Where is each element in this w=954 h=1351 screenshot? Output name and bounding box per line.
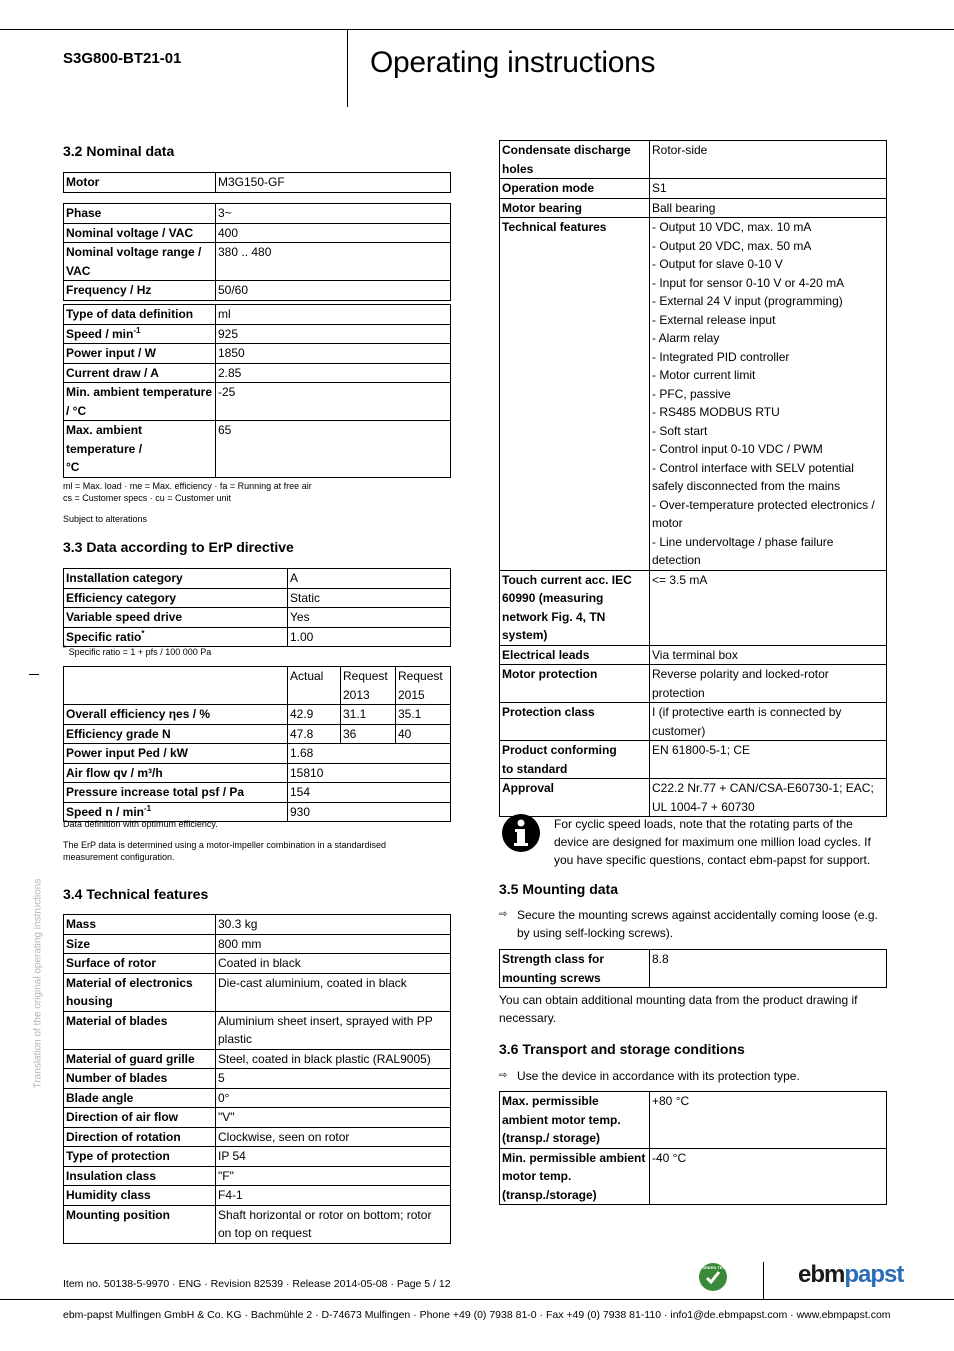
list-item: - Control input 0-10 VDC / PWM [652,442,823,456]
cell-label: Type of data definition [64,305,216,325]
table-row [64,783,451,803]
cell-value: 1850 [216,344,451,364]
cell-value: Rotor-side [650,141,887,179]
ebmpapst-logo [798,1261,903,1289]
cell-label: Insulation class [64,1166,216,1186]
cell-label: Direction of air flow [64,1108,216,1128]
cell-label: Material of electronics housing [64,973,216,1011]
list-item: - Output 20 VDC, max. 50 mA [652,238,812,253]
cell-value: F4-1 [216,1186,451,1206]
list-item: - Output for slave 0-10 V [652,257,783,271]
table-row [64,243,451,281]
table-row [64,1205,451,1243]
table-row [500,218,887,571]
table-row [500,1148,887,1205]
table-row [64,1127,451,1147]
table-row [500,741,887,779]
cell-label: Product conforming to standard [500,741,650,779]
cell-value: 30.3 kg [216,915,451,935]
cell-value: 42.9 [288,705,341,725]
features-list [650,218,887,571]
list-item: - Integrated PID controller [652,349,790,364]
cell-label: Min. ambient temperature / °C [64,383,216,421]
cell-value: 31.1 [341,705,396,725]
cell-label: Min. permissible ambient motor temp. (transp./storage) [500,1148,650,1205]
footnote-mark: * [141,628,145,638]
arrow-icon: ⇨ [499,1070,508,1081]
cell-value: Static [288,588,451,608]
cell-label: Max. ambient temperature / °C [64,421,216,478]
list-item: - RS485 MODBUS RTU [652,405,780,419]
table-row [64,954,451,974]
cell-value: 1.68 [288,744,451,764]
table-row [64,383,451,421]
cell-label: Efficiency grade N [64,724,288,744]
cell-label: Air flow qv / m³/h [64,763,288,783]
cell-label: Touch current acc. IEC 60990 (measuring network Fig. 4, TN system) [500,570,650,645]
cell-value: 800 mm [216,934,451,954]
side-translation-note: Translation of the original operating instructions [32,878,44,1089]
cell-value: 400 [216,223,451,243]
cell-label: Condensate discharge holes [500,141,650,179]
specific-footnote [63,646,211,658]
table-row [64,934,451,954]
erp-efficiency-table [63,666,451,822]
empty-header-cell [64,667,288,705]
operating-table [63,304,451,478]
cell-label [64,627,288,647]
speed-label: Speed / min [66,326,134,341]
arrow-icon: ⇨ [499,909,508,920]
cell-value: Aluminium sheet insert, sprayed with PP plastic [216,1011,451,1049]
table-row [64,324,451,344]
cell-value: 3~ [216,204,451,224]
specific-label: Specific ratio [66,629,142,644]
cell-value: A [288,569,451,589]
cell-value: 47.8 [288,724,341,744]
cell-label: Technical features [500,218,650,571]
list-item: - External release input [652,312,776,327]
table-row [64,1186,451,1206]
cell-label: Size [64,934,216,954]
cell-value: 35.1 [396,705,451,725]
info-note-text: For cyclic speed loads, note that the rotating parts of the device are designed for maximum one million load cycles. If you have specific questions, contact ebm-papst for support. [554,817,871,867]
section-heading-technical: 3.4 Technical features [63,886,209,902]
erp-note-2: The ErP data is determined using a motor-impeller combination in a standardised measurement configuration. [63,840,387,862]
table-row [64,1049,451,1069]
cell-label: Number of blades [64,1069,216,1089]
mounting-table [499,949,887,988]
motor-value: M3G150-GF [216,173,451,193]
cell-label: Surface of rotor [64,954,216,974]
speed-unit-sup: -1 [144,803,152,813]
table-row [64,973,451,1011]
cell-value: -40 °C [650,1148,887,1205]
header-request-2013: Request 2013 [341,667,396,705]
section-heading-transport: 3.6 Transport and storage conditions [499,1041,745,1057]
cell-value: ml [216,305,451,325]
cell-value: 925 [216,324,451,344]
transport-instruction [499,1067,887,1085]
table-row [64,344,451,364]
list-item: - Input for sensor 0-10 V or 4-20 mA [652,275,845,290]
cell-label: Max. permissible ambient motor temp. (transp./ storage) [500,1092,650,1149]
cell-value: "V" [216,1108,451,1128]
cell-value: 1.00 [288,627,451,647]
table-row [64,1011,451,1049]
page-title: Operating instructions [370,46,656,79]
header-actual: Actual [288,667,341,705]
table-row [64,608,451,628]
motor-table [63,172,451,193]
cell-label: Strength class for mounting screws [500,950,650,988]
cell-value: Coated in black [216,954,451,974]
list-item: - Soft start [652,423,708,438]
cell-value: Steel, coated in black plastic (RAL9005) [216,1049,451,1069]
technical-table [63,914,451,1244]
legend-line-2: cs = Customer specs · cu = Customer unit [63,493,232,503]
list-item: - Over-temperature protected electronics / motor [652,497,875,530]
cell-value: EN 61800-5-1; CE [650,741,887,779]
list-item: - Line undervoltage / phase failure detection [652,534,834,567]
cell-label: Material of guard grille [64,1049,216,1069]
cell-label: Electrical leads [500,645,650,665]
speed-unit-sup: -1 [133,325,141,335]
cell-value: Shaft horizontal or rotor on bottom; rotor on top on request [216,1205,451,1243]
cell-label: Motor bearing [500,198,650,218]
section-heading-mounting: 3.5 Mounting data [499,881,618,897]
cell-label: Frequency / Hz [64,281,216,301]
table-row [64,1088,451,1108]
header-request-2015: Request 2015 [396,667,451,705]
table-row [500,570,887,645]
top-rule [0,29,954,30]
table-row [500,779,887,817]
footer-item-info: Item no. 50138-5-9970 · ENG · Revision 82539 · Release 2014-05-08 · Page 5 / 12 [63,1278,451,1290]
cell-value: IP 54 [216,1147,451,1167]
cell-label [64,324,216,344]
cell-value: 380 .. 480 [216,243,451,281]
cell-label: Motor protection [500,665,650,703]
table-row [64,1166,451,1186]
table-header-row [64,667,451,705]
cell-label: Operation mode [500,179,650,199]
cell-label: Type of protection [64,1147,216,1167]
cell-value: 5 [216,1069,451,1089]
cell-label: Nominal voltage / VAC [64,223,216,243]
features-table [499,140,887,817]
section-heading-erp: 3.3 Data according to ErP directive [63,539,294,555]
table-row [64,569,451,589]
logo-part-papst: papst [844,1261,904,1288]
cell-label: Mounting position [64,1205,216,1243]
table-row [64,1147,451,1167]
erp-category-table [63,568,451,647]
cell-label: Protection class [500,703,650,741]
table-row [64,915,451,935]
table-row [64,705,451,725]
table-row [64,204,451,224]
list-item: - Motor current limit [652,368,756,382]
list-item: - PFC, passive [652,386,731,401]
legend-line-1: ml = Max. load · me = Max. efficiency · fa = Running at free air [63,481,312,491]
cell-value: Yes [288,608,451,628]
table-row [64,744,451,764]
speed-label: Speed n / min [66,804,145,819]
cell-value: "F" [216,1166,451,1186]
cell-label: Installation category [64,569,288,589]
table-row [64,223,451,243]
list-item: - Output 10 VDC, max. 10 mA [652,220,812,234]
cell-value: S1 [650,179,887,199]
mounting-note: You can obtain additional mounting data from the product drawing if necessary. [499,993,858,1025]
mounting-instruction [499,906,887,942]
cell-value: 930 [288,802,451,822]
cell-label: Nominal voltage range / VAC [64,243,216,281]
transport-table [499,1091,887,1205]
table-row [64,724,451,744]
cell-label: Variable speed drive [64,608,288,628]
cell-value: C22.2 Nr.77 + CAN/CSA-E60730-1; EAC; UL 1004-7 + 60730 [650,779,887,817]
cell-label: Pressure increase total psf / Pa [64,783,288,803]
cell-label: Power input / W [64,344,216,364]
table-row [500,950,887,988]
cell-label: Humidity class [64,1186,216,1206]
logo-part-ebm: ebm [798,1261,845,1288]
list-item: - Alarm relay [652,331,720,345]
cell-label: Material of blades [64,1011,216,1049]
table-row [64,363,451,383]
table-row [64,627,451,647]
table-row [500,198,887,218]
cell-label: Phase [64,204,216,224]
cell-label: Mass [64,915,216,935]
motor-label: Motor [64,173,216,193]
cell-value: Reverse polarity and locked-rotor protection [650,665,887,703]
cell-value: Via terminal box [650,645,887,665]
cell-value: 40 [396,724,451,744]
table-row [500,141,887,179]
table-row [500,1092,887,1149]
table-row [500,645,887,665]
table-row [64,1108,451,1128]
table-row [500,665,887,703]
footer-divider [763,1262,764,1300]
cell-label: Efficiency category [64,588,288,608]
table-row [64,1069,451,1089]
cell-value: <= 3.5 mA [650,570,887,645]
cell-value: 36 [341,724,396,744]
cell-label: Power input Ped / kW [64,744,288,764]
cell-label: Current draw / A [64,363,216,383]
cell-value: 65 [216,421,451,478]
footer-rule [0,1299,954,1300]
table-row [500,179,887,199]
footnote-text: Specific ratio = 1 + pfs / 100 000 Pa [68,647,212,657]
footer-company: ebm-papst Mulfingen GmbH & Co. KG · Bachmühle 2 · D-74673 Mulfingen · Phone +49 (0) 7938 81-0 · Fax +49 (0) 7938 81-110 · info1@de.ebmpapst.com · www.ebmpapst.com [63,1309,891,1321]
table-row [64,421,451,478]
instruction-text: Secure the mounting screws against accidentally coming loose (e.g. by using self-locking screws). [517,908,878,940]
cell-label: Direction of rotation [64,1127,216,1147]
cell-value: Clockwise, seen on rotor [216,1127,451,1147]
cell-value: +80 °C [650,1092,887,1149]
margin-mark [29,674,39,675]
section-heading-nominal: 3.2 Nominal data [63,143,175,159]
instruction-text: Use the device in accordance with its protection type. [517,1069,800,1083]
cell-value: 15810 [288,763,451,783]
cell-value: Die-cast aluminium, coated in black [216,973,451,1011]
table-row [500,703,887,741]
table-row [64,305,451,325]
cell-value: -25 [216,383,451,421]
erp-note-1: Data definition with optimum efficiency. [63,819,218,829]
table-row [64,763,451,783]
cell-value: 2.85 [216,363,451,383]
cell-label: Blade angle [64,1088,216,1108]
list-item: - External 24 V input (programming) [652,294,843,308]
header-divider [347,29,348,107]
info-icon [499,812,543,854]
cell-value: Ball bearing [650,198,887,218]
cell-value: 154 [288,783,451,803]
table-row [64,281,451,301]
electrical-table [63,203,451,301]
model-number: S3G800-BT21-01 [63,50,182,67]
subject-note: Subject to alterations [63,514,148,524]
cell-value: 50/60 [216,281,451,301]
footnote-mark: * [63,644,67,653]
cell-value: I (if protective earth is connected by customer) [650,703,887,741]
table-row [64,588,451,608]
list-item: - Control interface with SELV potential safely disconnected from the mains [652,460,854,493]
cell-label: Overall efficiency ηes / % [64,705,288,725]
cell-label: Approval [500,779,650,817]
green-tech-text: GREEN TECH [702,1265,729,1270]
cell-value: 8.8 [650,950,887,988]
cell-value: 0° [216,1088,451,1108]
